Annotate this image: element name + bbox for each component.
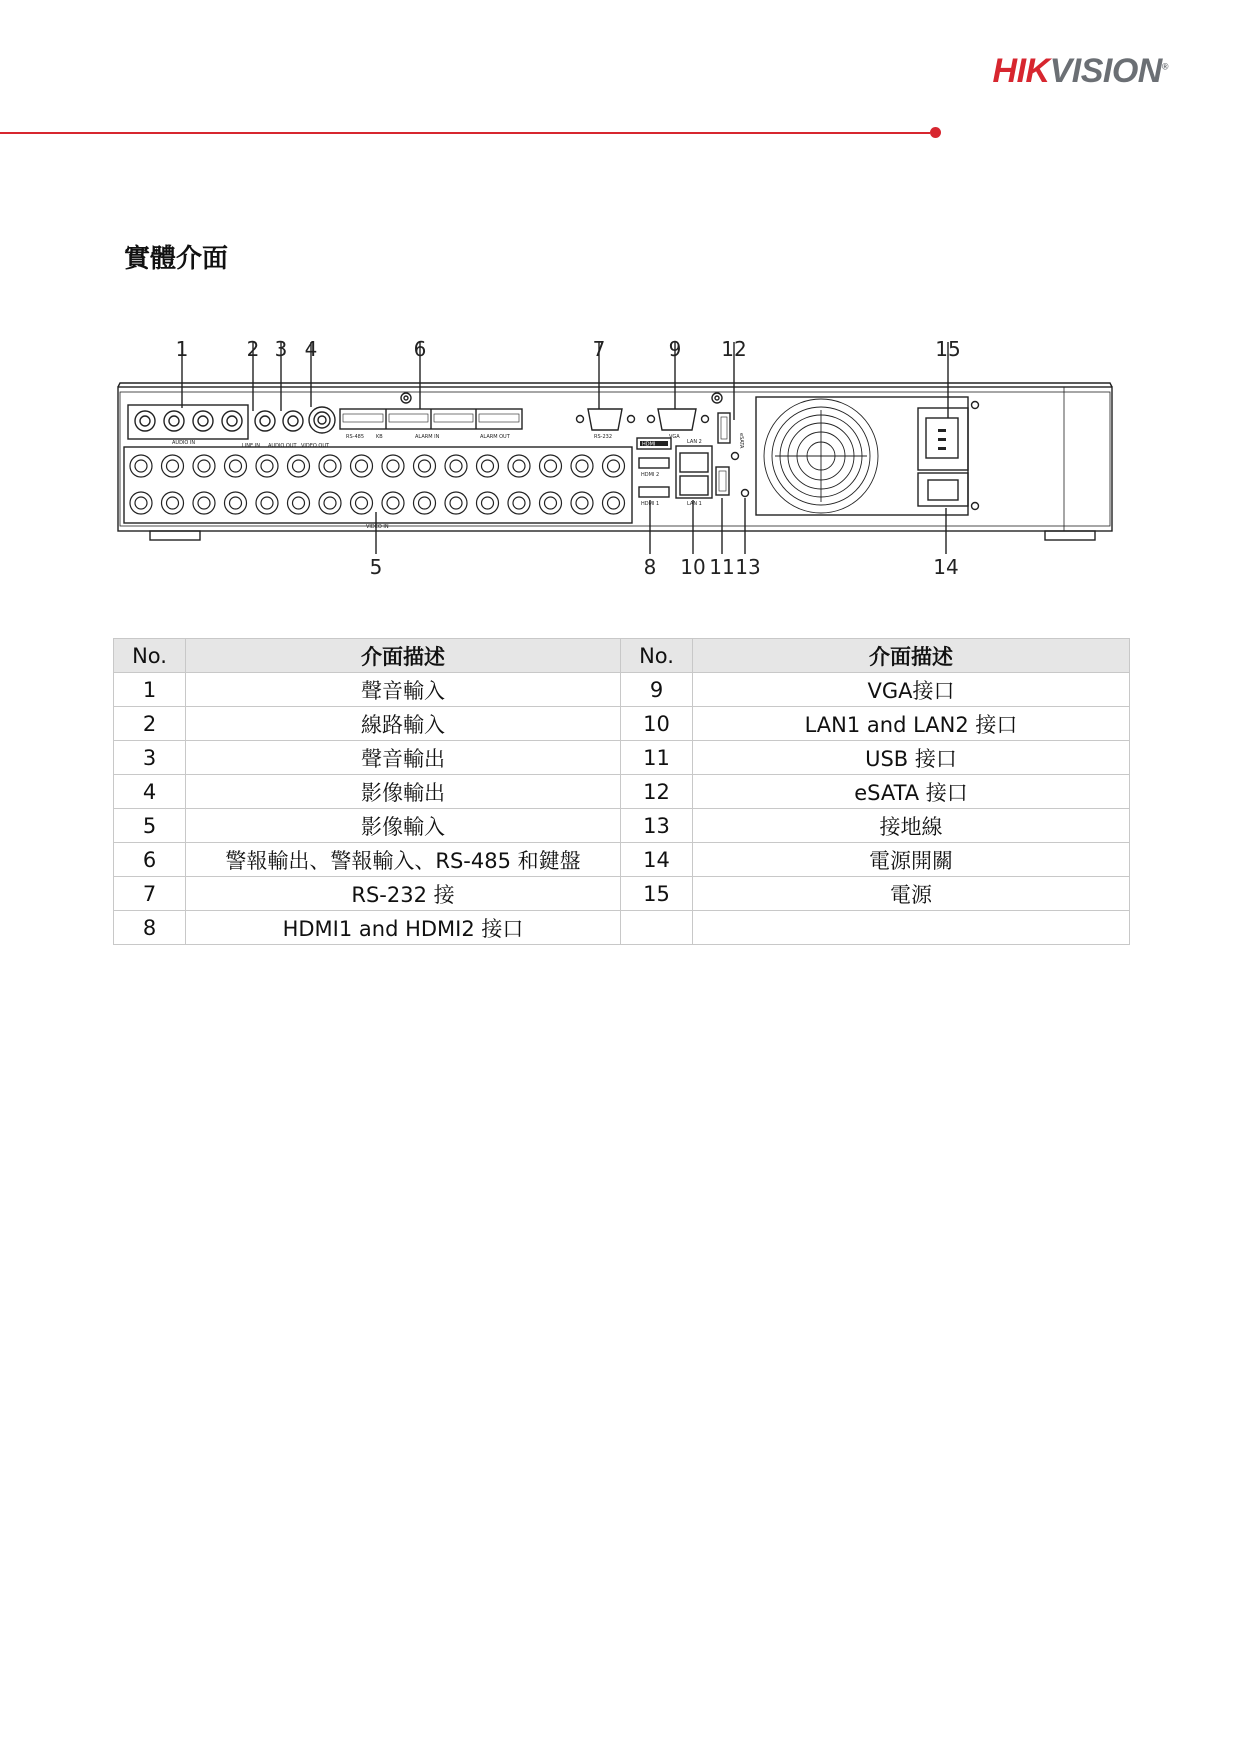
bnc-connector (419, 497, 431, 509)
bnc-connector (324, 460, 336, 472)
cell-no-left: 1 (114, 673, 186, 707)
cell-desc-left: 警報輸出、警報輸入、RS-485 和鍵盤 (186, 843, 621, 877)
bnc-connector (225, 492, 247, 514)
bnc-connector (135, 497, 147, 509)
bnc-connector (419, 460, 431, 472)
cell-desc-left: 影像輸出 (186, 775, 621, 809)
bnc-connector (545, 497, 557, 509)
callout-5: 5 (369, 555, 383, 579)
bnc-connector (540, 455, 562, 477)
bnc-connector (482, 460, 494, 472)
cell-no-right: 10 (621, 707, 693, 741)
callout-11: 11 (709, 555, 735, 579)
cell-desc-right (693, 911, 1130, 945)
bnc-connector (256, 455, 278, 477)
cell-desc-right: 電源 (693, 877, 1130, 911)
label-rs485: RS-485 (346, 434, 364, 440)
bnc-connector (167, 460, 179, 472)
callout-1: 1 (175, 337, 189, 361)
cell-desc-left: HDMI1 and HDMI2 接口 (186, 911, 621, 945)
bnc-connector (387, 460, 399, 472)
bnc-connector (387, 497, 399, 509)
callout-2: 2 (246, 337, 260, 361)
bnc-connector (198, 460, 210, 472)
section-title: 實體介面 (124, 244, 229, 274)
cell-desc-right: 接地線 (693, 809, 1130, 843)
label-alarm-out: ALARM OUT (480, 434, 510, 440)
bnc-connector (382, 455, 404, 477)
label-kb: KB (376, 434, 383, 440)
bnc-connector (356, 460, 368, 472)
hdmi-logo: HDMI (642, 441, 656, 448)
table-row (114, 911, 1130, 945)
callout-3: 3 (274, 337, 288, 361)
bnc-connector (167, 497, 179, 509)
table-row (114, 741, 1130, 775)
bnc-connector (351, 455, 373, 477)
cell-no-left: 3 (114, 741, 186, 775)
bnc-connector (477, 455, 499, 477)
label-hdmi2: HDMI 2 (641, 472, 660, 478)
cell-desc-right: VGA接口 (693, 673, 1130, 707)
bnc-connector (513, 460, 525, 472)
cell-desc-right: eSATA 接口 (693, 775, 1130, 809)
bnc-connector (130, 492, 152, 514)
bnc-connector (445, 455, 467, 477)
bnc-connector (288, 492, 310, 514)
callout-4: 4 (304, 337, 318, 361)
bnc-connector (450, 497, 462, 509)
label-esata: eSATA (738, 433, 744, 449)
rear-panel-svg (110, 330, 1130, 596)
bnc-connector (608, 497, 620, 509)
rear-panel-diagram (110, 330, 1130, 596)
bnc-connector (545, 460, 557, 472)
bnc-connector (162, 492, 184, 514)
bnc-connector (198, 497, 210, 509)
cell-no-left: 6 (114, 843, 186, 877)
header-desc-left: 介面描述 (186, 639, 621, 673)
header-desc-right: 介面描述 (693, 639, 1130, 673)
bnc-connector (477, 492, 499, 514)
bnc-connector (230, 497, 242, 509)
bnc-connector (256, 492, 278, 514)
cell-no-left: 4 (114, 775, 186, 809)
bnc-connector (513, 497, 525, 509)
callout-13: 13 (735, 555, 761, 579)
bnc-connector (356, 497, 368, 509)
table-row (114, 843, 1130, 877)
callout-8: 8 (643, 555, 657, 579)
video-in-bnc-grid (130, 455, 625, 514)
table-row (114, 775, 1130, 809)
bnc-connector (288, 455, 310, 477)
bnc-connector (319, 492, 341, 514)
bnc-connector (571, 455, 593, 477)
cell-desc-right: 電源開關 (693, 843, 1130, 877)
bnc-connector (135, 460, 147, 472)
label-rs232: RS-232 (594, 434, 612, 440)
label-line-in: LINE IN (242, 443, 260, 449)
table-row (114, 673, 1130, 707)
cell-no-left: 2 (114, 707, 186, 741)
bnc-connector (508, 455, 530, 477)
bnc-connector (162, 455, 184, 477)
bnc-connector (261, 460, 273, 472)
bnc-connector (193, 455, 215, 477)
label-audio-out: AUDIO OUT (268, 443, 297, 449)
table-row (114, 707, 1130, 741)
bnc-connector (576, 460, 588, 472)
label-video-in: VIDEO IN (366, 524, 389, 530)
header-no-left: No. (114, 639, 186, 673)
hikvision-logo (993, 52, 1168, 91)
bnc-connector (540, 492, 562, 514)
cell-desc-left: 影像輸入 (186, 809, 621, 843)
bnc-connector (571, 492, 593, 514)
cell-no-right (621, 911, 693, 945)
table-row (114, 877, 1130, 911)
label-audio-in: AUDIO IN (172, 440, 196, 446)
cell-no-right: 13 (621, 809, 693, 843)
bnc-connector (261, 497, 273, 509)
header-rule (0, 132, 930, 134)
bnc-connector (603, 492, 625, 514)
label-vga: VGA (669, 434, 680, 440)
callout-6: 6 (413, 337, 427, 361)
bnc-connector (293, 460, 305, 472)
bnc-connector (193, 492, 215, 514)
header-rule-dot (930, 127, 941, 138)
bnc-connector (603, 455, 625, 477)
bnc-connector (319, 455, 341, 477)
cell-no-left: 7 (114, 877, 186, 911)
label-video-out: VIDEO OUT (301, 443, 330, 449)
callout-14: 14 (933, 555, 959, 579)
bnc-connector (230, 460, 242, 472)
header-no-right: No. (621, 639, 693, 673)
callout-7: 7 (592, 337, 606, 361)
bnc-connector (293, 497, 305, 509)
bnc-connector (414, 455, 436, 477)
label-hdmi1: HDMI 1 (641, 501, 660, 507)
bnc-connector (482, 497, 494, 509)
bnc-connector (608, 460, 620, 472)
interface-table (113, 638, 1130, 945)
callout-12: 12 (721, 337, 747, 361)
logo-vision-text: VISION (1049, 52, 1162, 90)
cell-desc-left: 聲音輸出 (186, 741, 621, 775)
bnc-connector (351, 492, 373, 514)
cell-no-right: 11 (621, 741, 693, 775)
bnc-connector (445, 492, 467, 514)
bnc-connector (225, 455, 247, 477)
callout-9: 9 (668, 337, 682, 361)
bnc-connector (414, 492, 436, 514)
registered-mark: ® (1161, 61, 1168, 72)
callout-10: 10 (680, 555, 706, 579)
cell-no-right: 12 (621, 775, 693, 809)
cell-no-right: 14 (621, 843, 693, 877)
label-lan2: LAN 2 (687, 439, 702, 445)
bnc-connector (508, 492, 530, 514)
bnc-connector (324, 497, 336, 509)
cell-no-left: 8 (114, 911, 186, 945)
table-row (114, 809, 1130, 843)
bnc-connector (130, 455, 152, 477)
bnc-connector (382, 492, 404, 514)
cell-desc-left: 聲音輸入 (186, 673, 621, 707)
table-header-row (114, 639, 1130, 673)
bnc-connector (450, 460, 462, 472)
bnc-connector (576, 497, 588, 509)
cell-desc-left: RS-232 接 (186, 877, 621, 911)
cell-no-left: 5 (114, 809, 186, 843)
logo-hik-text: HIK (992, 52, 1050, 90)
label-alarm-in: ALARM IN (415, 434, 440, 440)
cell-desc-right: USB 接口 (693, 741, 1130, 775)
cell-no-right: 15 (621, 877, 693, 911)
cell-desc-right: LAN1 and LAN2 接口 (693, 707, 1130, 741)
label-lan1: LAN 1 (687, 501, 702, 507)
callout-15: 15 (935, 337, 961, 361)
cell-no-right: 9 (621, 673, 693, 707)
cell-desc-left: 線路輸入 (186, 707, 621, 741)
